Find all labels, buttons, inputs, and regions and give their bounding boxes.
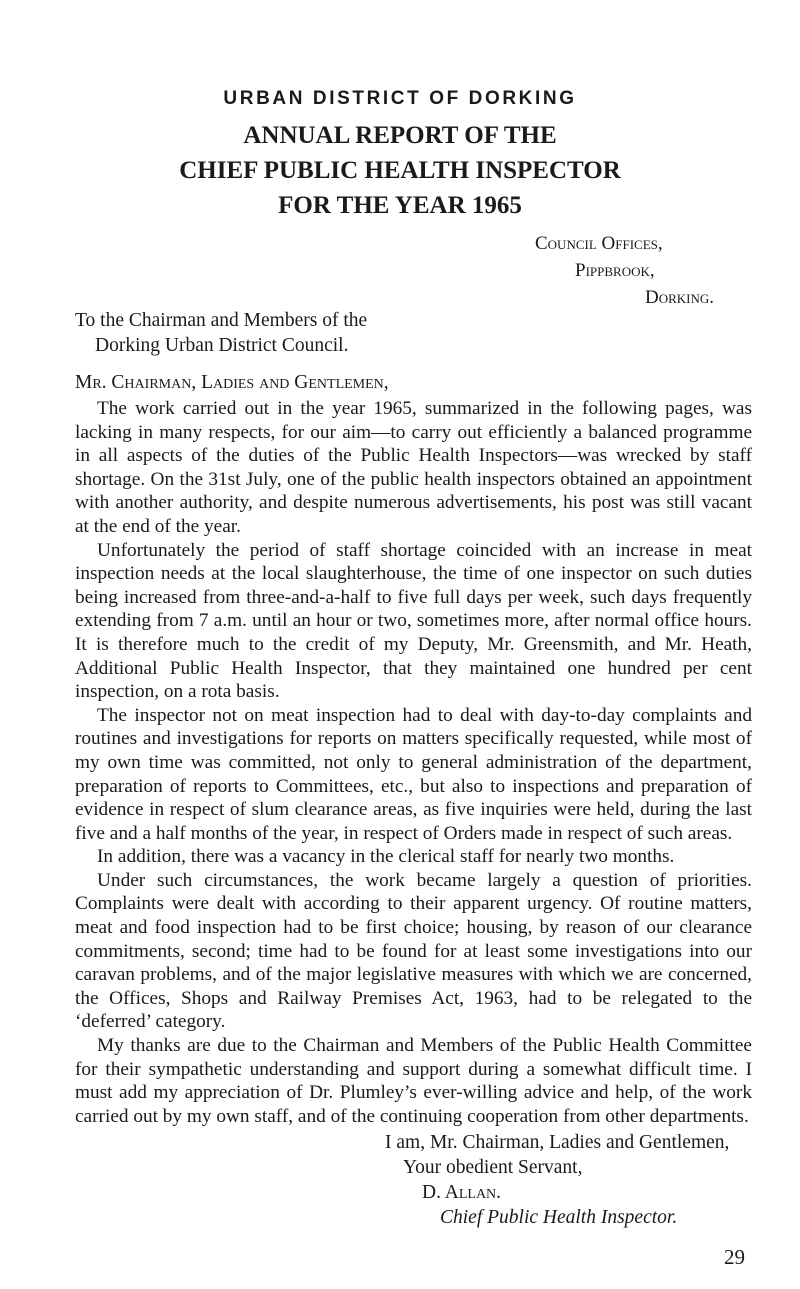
paragraph: The work carried out in the year 1965, summarized in the following pages, was lacking in many respects, for our aim—to carry out efficiently a balanced programme in all aspects of the duties of the Public Health Inspectors—was wrecked by staff shortage. On the 31st July, one of the public health inspectors obtained an appointment with another authority, and despite numerous advertisements, his post was still vacant at the end of the year. — [75, 398, 752, 537]
closing-line: I am, Mr. Chairman, Ladies and Gentlemen, — [385, 1132, 730, 1154]
closing — [0, 1130, 800, 1230]
paragraph: My thanks are due to the Chairman and Members of the Public Health Committee for their sympathetic understanding and support during a somewhat difficult time. I must add my appreciation of Dr. Plumley’s ever-willing advice and help, of the work carried out by my own staff, and of the continuing cooperation from other departments. — [75, 1035, 752, 1127]
title-line: CHIEF PUBLIC HEALTH INSPECTOR — [179, 157, 621, 184]
paragraph: In addition, there was a vacancy in the clerical staff for nearly two months. — [97, 846, 675, 868]
address-line: Dorking. — [645, 287, 715, 308]
paragraph: Unfortunately the period of staff shortage coincided with an increase in meat inspection needs at the local slaughterhouse, the time of one inspector on such duties being increased from three-and-a-half to five full days per week, such days frequently extending from 7 a.m. until an hour or two, sometimes more, after normal office hours. It is therefore much to the credit of my Deputy, Mr. Greensmith, and Mr. Heath, Additional Public Health Inspector, that they maintained one hundred per cent inspection, on a rota basis. — [75, 539, 752, 703]
addressee-line: To the Chairman and Members of the — [75, 310, 368, 331]
addressee-line: Dorking Urban District Council. — [95, 335, 349, 356]
address-line: Pippbrook, — [575, 260, 655, 281]
report-title — [0, 118, 800, 223]
letter-body — [75, 397, 752, 1128]
paragraph: Under such circumstances, the work became largely a question of priorities. Complaints were dealt with according to their apparent urgency. Of routine matters, meat and food inspection had to be first choice; housing, by reason of our clearance commitments, second; time had to be found for at least some investigations into our caravan problems, and of the major legislative measures with which we are concerned, the Offices, Shops and Railway Premises Act, 1963, had to be relegated to the ‘deferred’ category. — [75, 869, 752, 1033]
title-line: ANNUAL REPORT OF THE — [243, 122, 557, 149]
signatory-position: Chief Public Health Inspector. — [440, 1207, 678, 1229]
address-line: Council Offices, — [535, 233, 663, 254]
paragraph: The inspector not on meat inspection had to deal with day-to-day complaints and routines and investigations for reports on matters specifically requested, while most of my own time was committed, not only to general administration of the department, preparation of reports to Committees, etc., but also to inspections and preparation of evidence in respect of slum clearance areas, as five inquiries were held, during the last five and a half months of the year, in respect of Orders made in respect of such areas. — [75, 704, 752, 844]
title-line: FOR THE YEAR 1965 — [278, 192, 522, 219]
closing-line: Your obedient Servant, — [403, 1157, 583, 1179]
addressee — [75, 308, 367, 358]
district-heading: URBAN DISTRICT OF DORKING — [223, 88, 577, 109]
salutation: Mr. Chairman, Ladies and Gentlemen, — [75, 372, 389, 393]
page-number: 29 — [724, 1245, 745, 1270]
address-block — [0, 230, 762, 311]
signatory-name: D. Allan. — [422, 1182, 502, 1204]
letter-flow — [0, 397, 800, 1270]
